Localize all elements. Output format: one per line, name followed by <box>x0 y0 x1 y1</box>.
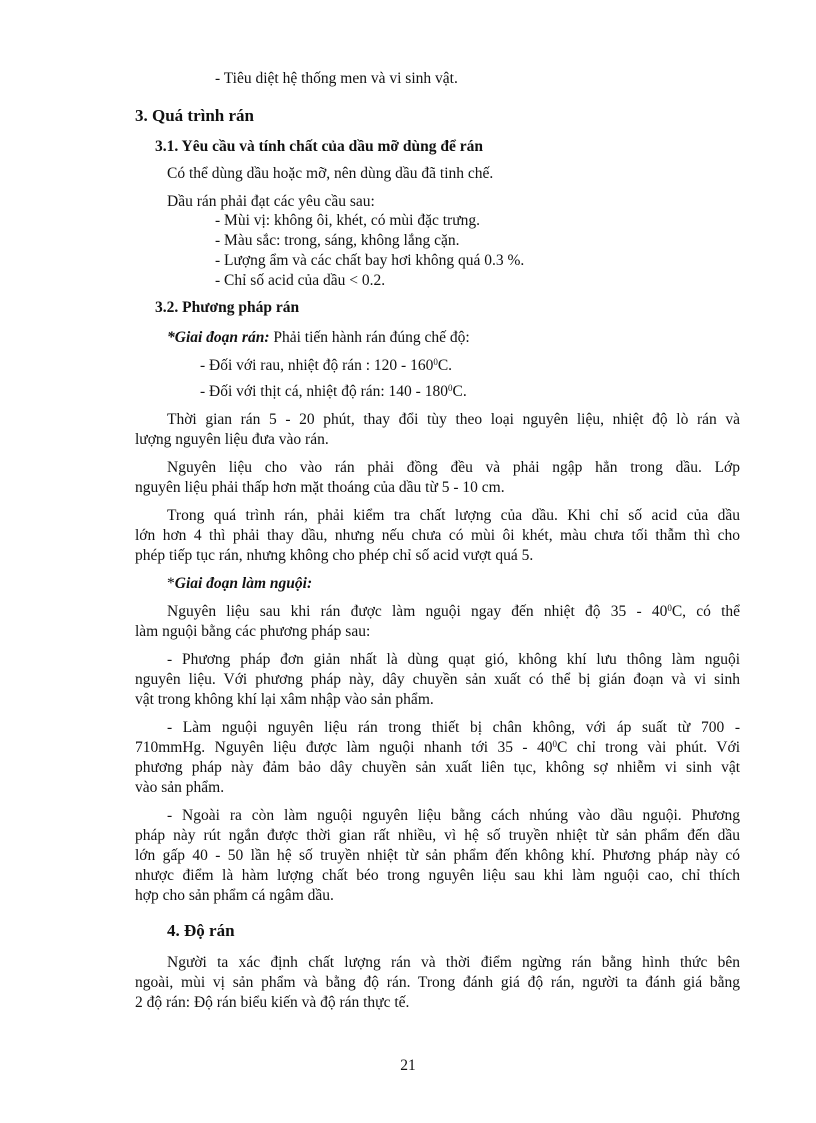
paragraph-line: lớn hơn 4 thì phải thay dầu, nhưng nếu chưa có mùi ôi khét, màu chưa tối thẫm thì cho <box>135 527 740 544</box>
text-span: C, có thể <box>671 603 741 620</box>
paragraph-line: nhược điểm là hàm lượng chất béo trong nguyên liệu sau khi làm nguội cao, chỉ thích <box>135 867 740 884</box>
paragraph-line: vật trong không khí lại xâm nhập vào sản phẩm. <box>135 691 434 708</box>
section-heading-3: 3. Quá trình rán <box>135 106 255 125</box>
paragraph-line: Trong quá trình rán, phải kiểm tra chất lượng của dầu. Khi chỉ số acid của dầu <box>167 507 740 524</box>
section-heading-4: 4. Độ rán <box>167 921 235 940</box>
stage-label: *Giai đoạn rán: <box>167 329 270 346</box>
list-item: - Mùi vị: không ôi, khét, có mùi đặc trưng. <box>215 212 480 229</box>
paragraph-line: Thời gian rán 5 - 20 phút, thay đổi tùy theo loại nguyên liệu, nhiệt độ lò rán và <box>167 411 740 428</box>
item-text: - Đối với rau, nhiệt độ rán : 120 - 160 <box>200 357 434 374</box>
degree-sup: 0 <box>552 739 558 749</box>
paragraph-line: ngoài, mùi vị sản phẩm và bằng độ rán. Trong đánh giá độ rán, người ta đánh giá bằng <box>135 974 740 991</box>
paragraph-line: phép tiếp tục rán, nhưng không cho phép chỉ số acid vượt quá 5. <box>135 547 534 564</box>
paragraph-line: 2 độ rán: Độ rán biểu kiến và độ rán thực tế. <box>135 994 410 1011</box>
subsection-heading-3-2: 3.2. Phương pháp rán <box>155 299 300 316</box>
paragraph-line <box>135 738 740 757</box>
unit-text: C. <box>437 357 453 374</box>
degree-sup: 0 <box>667 603 672 613</box>
text-line <box>167 328 470 347</box>
list-item: - Chỉ số acid của dầu < 0.2. <box>215 272 386 289</box>
unit-text: C. <box>452 383 467 400</box>
stage-label: Giai đoạn làm nguội: <box>174 575 313 592</box>
text-span: 710mmHg. Nguyên liệu được làm nguội nhanh tới 35 - 40 <box>135 739 553 756</box>
list-item: - Lượng ẩm và các chất bay hơi không quá 0.3 %. <box>215 252 525 269</box>
degree-sup: 0 <box>447 383 453 393</box>
paragraph-line: nguyên liệu phải thấp hơn mặt thoáng của dầu từ 5 - 10 cm. <box>135 479 505 496</box>
item-text: - Đối với thịt cá, nhiệt độ rán: 140 - 180 <box>200 383 448 400</box>
paragraph-line: hợp cho sản phẩm cá ngâm dầu. <box>135 887 334 904</box>
subsection-heading-3-1: 3.1. Yêu cầu và tính chất của dầu mỡ dùng để rán <box>155 138 483 155</box>
degree-sup: 0 <box>433 357 438 367</box>
text-line: - Tiêu diệt hệ thống men và vi sinh vật. <box>215 70 458 87</box>
list-item <box>200 356 452 375</box>
paragraph-line: phương pháp này đảm bảo dây chuyền sản xuất liên tục, không sợ nhiễm vi sinh vật <box>135 759 740 776</box>
paragraph-line <box>167 602 740 621</box>
paragraph-line: nguyên liệu. Với phương pháp này, dây chuyền sản xuất có thể bị gián đoạn và vi sinh <box>135 671 740 688</box>
paragraph-line: lớn gấp 40 - 50 lần hệ số truyền nhiệt từ sản phẩm đến không khí. Phương pháp này có <box>135 847 740 864</box>
paragraph-line: Người ta xác định chất lượng rán và thời điểm ngừng rán bằng hình thức bên <box>167 954 740 971</box>
text-line: Dầu rán phải đạt các yêu cầu sau: <box>167 193 375 210</box>
paragraph-line: - Ngoài ra còn làm nguội nguyên liệu bằng cách nhúng vào dầu nguội. Phương <box>167 807 740 824</box>
star: * <box>167 575 175 592</box>
paragraph-line: Nguyên liệu cho vào rán phải đồng đều và phải ngập hẳn trong dầu. Lớp <box>167 459 740 476</box>
paragraph-line: làm nguội bằng các phương pháp sau: <box>135 623 371 640</box>
text-span: Nguyên liệu sau khi rán được làm nguội ngay đến nhiệt độ 35 - 40 <box>167 603 668 620</box>
paragraph-line: lượng nguyên liệu đưa vào rán. <box>135 431 329 448</box>
text-line <box>167 574 312 593</box>
paragraph-line: pháp này rút ngắn được thời gian rất nhiều, vì hệ số truyền nhiệt từ sản phẩm đến dầu <box>135 827 740 844</box>
paragraph-line: vào sản phẩm. <box>135 779 225 796</box>
stage-text: Phải tiến hành rán đúng chế độ: <box>269 329 470 346</box>
text-line: Có thể dùng dầu hoặc mỡ, nên dùng dầu đã tinh chế. <box>167 165 494 182</box>
list-item <box>200 382 467 401</box>
paragraph-line: - Làm nguội nguyên liệu rán trong thiết bị chân không, với áp suất từ 700 - <box>167 719 740 736</box>
page-number: 21 <box>400 1057 416 1074</box>
list-item: - Màu sắc: trong, sáng, không lắng cặn. <box>215 232 460 249</box>
text-span: C chỉ trong vài phút. Với <box>557 739 741 756</box>
paragraph-line: - Phương pháp đơn giản nhất là dùng quạt gió, không khí lưu thông làm nguội <box>167 651 740 668</box>
